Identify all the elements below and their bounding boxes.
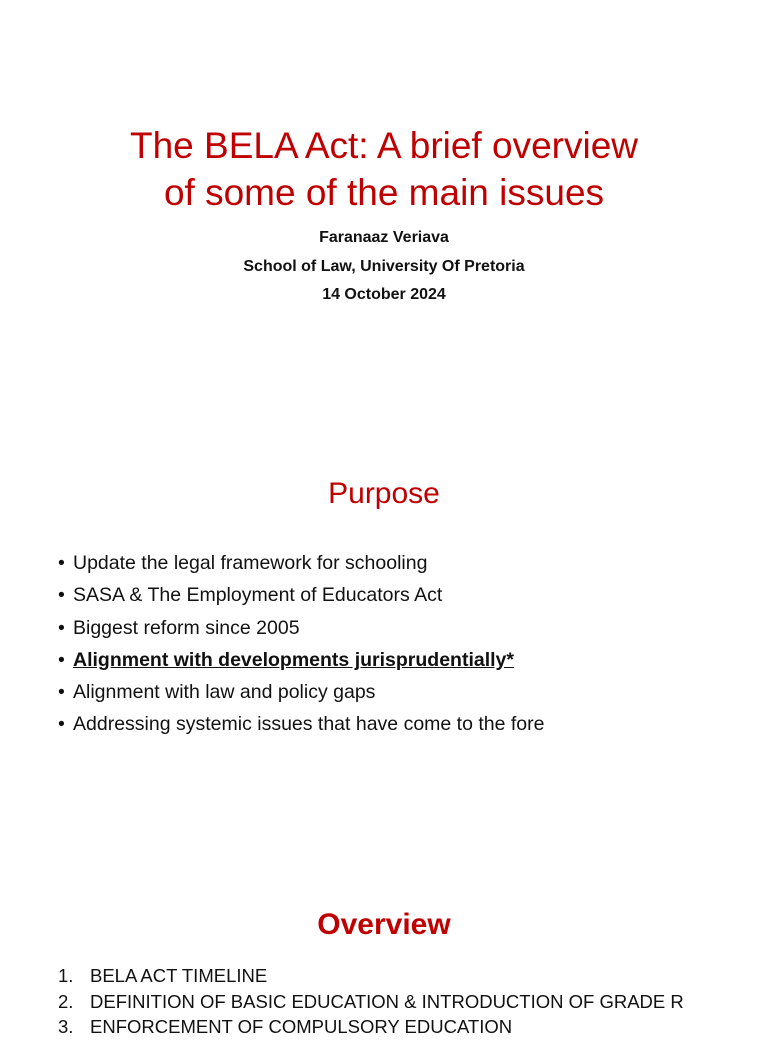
title-line-1: The BELA Act: A brief overview <box>130 125 638 166</box>
bullet-text: Alignment with developments jurisprudentially* <box>73 648 514 671</box>
overview-heading: Overview <box>317 908 451 941</box>
overview-list-item <box>58 1014 758 1040</box>
overview-list-item <box>58 989 758 1015</box>
overview-numbered-list <box>58 963 758 1040</box>
author-name: Faranaaz Veriava <box>319 229 449 246</box>
bullet-icon: • <box>58 552 65 574</box>
purpose-bullet <box>58 579 738 611</box>
presentation-title <box>0 122 768 216</box>
list-item-text: ENFORCEMENT OF COMPULSORY EDUCATION <box>90 1016 513 1037</box>
bullet-text: Update the legal framework for schooling <box>73 552 428 574</box>
bullet-icon: • <box>58 616 65 639</box>
presentation-date: 14 October 2024 <box>322 286 446 303</box>
list-number: 3. <box>58 1016 74 1037</box>
purpose-bullet <box>58 547 738 579</box>
list-item-text: BELA ACT TIMELINE <box>90 965 268 986</box>
list-item-text: DEFINITION OF BASIC EDUCATION & INTRODUCTION OF GRADE R <box>90 990 684 1012</box>
purpose-bullet-list <box>58 547 738 741</box>
purpose-bullet <box>58 708 738 740</box>
bullet-text: Biggest reform since 2005 <box>73 616 300 639</box>
overview-list-item <box>58 963 758 989</box>
list-number: 1. <box>58 965 74 986</box>
title-line-2: of some of the main issues <box>163 172 605 213</box>
author-affiliation: School of Law, University Of Pretoria <box>243 258 525 275</box>
title-slide <box>0 0 768 430</box>
bullet-text: SASA & The Employment of Educators Act <box>73 584 443 607</box>
list-number: 2. <box>58 990 74 1012</box>
bullet-icon: • <box>58 648 65 671</box>
bullet-icon: • <box>58 681 65 704</box>
bullet-text: Alignment with law and policy gaps <box>73 681 376 704</box>
bullet-icon: • <box>58 584 65 607</box>
bullet-text: Addressing systemic issues that have come to the fore <box>73 713 545 736</box>
purpose-heading: Purpose <box>328 477 440 510</box>
purpose-bullet-emphasized <box>58 644 738 676</box>
bullet-icon: • <box>58 713 65 736</box>
overview-slide <box>0 860 768 1037</box>
purpose-slide <box>0 430 768 860</box>
purpose-bullet <box>58 612 738 644</box>
purpose-bullet <box>58 676 738 708</box>
